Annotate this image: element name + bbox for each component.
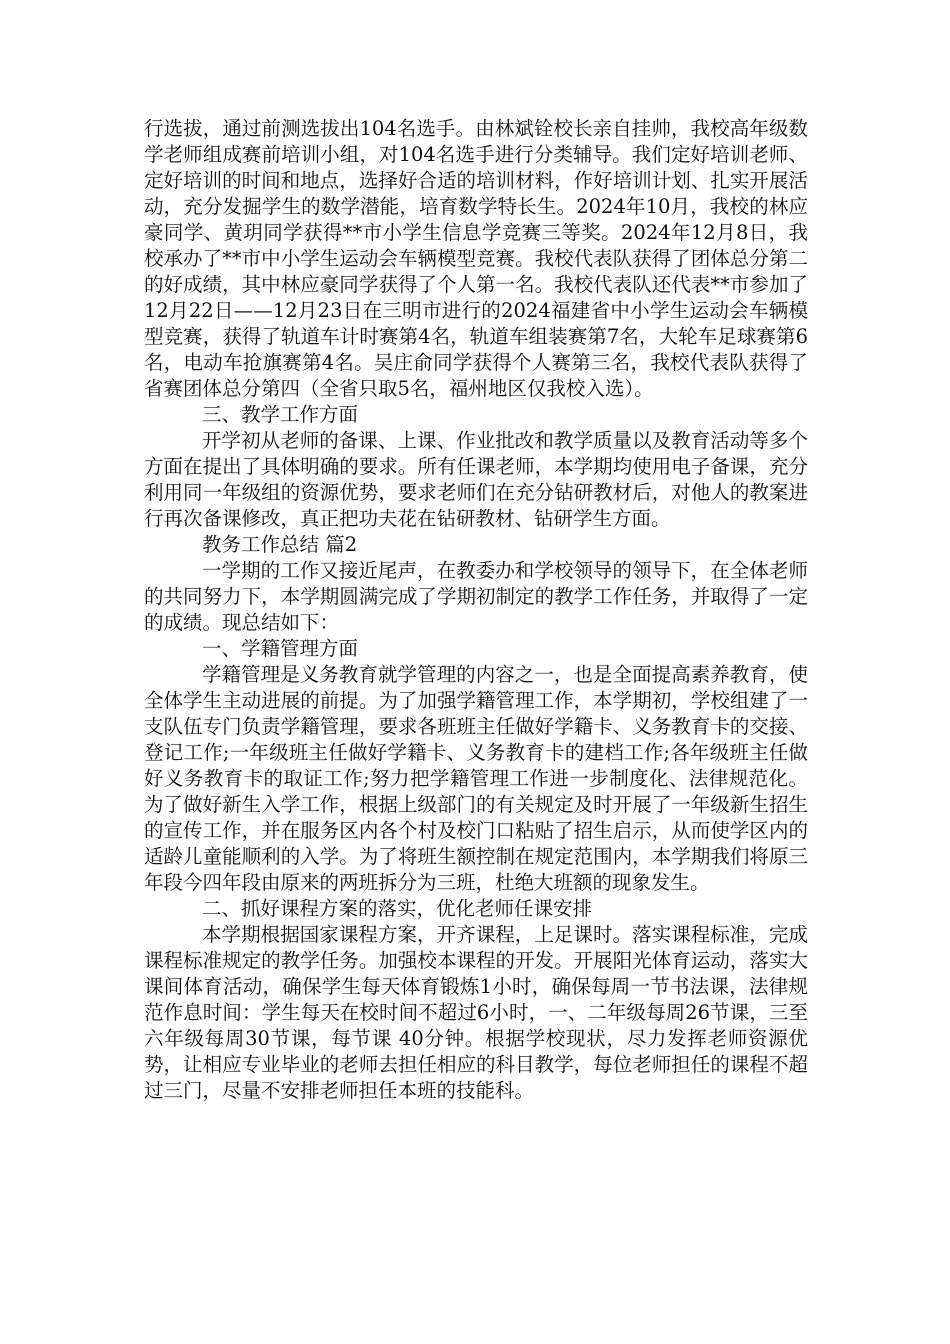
document-body xyxy=(144,116,808,1104)
article-title-part2: 教务工作总结 篇2 xyxy=(202,533,358,556)
section-heading-curriculum: 二、抓好课程方案的落实，优化老师任课安排 xyxy=(202,897,593,920)
paragraph-continued: 行选拔，通过前测选拔出104名选手。由林斌铨校长亲自挂帅，我校高年级数学老师组成赛前培训小组，对104名选手进行分类辅导。我们定好培训老师、定好培训的时间和地点，选择好合适的培训材料，作好培训计划、扎实开展活动，充分发掘学生的数学潜能，培育数学特长生。2024年10月，我校的林应豪同学、黄玥同学获得**市小学生信息学竞赛三等奖。2024年12月8日，我校承办了**市中小学生运动会车辆模型竞赛。我校代表队获得了团体总分第二的好成绩，其中林应豪同学获得了个人第一名。我校代表队还代表**市参加了12月22日——12月23日在三明市进行的2024福建省中小学生运动会车辆模型竞赛，获得了轨道车计时赛第4名，轨道车组装赛第7名，大轮车足球赛第6名，电动车抢旗赛第4名。吴庄俞同学获得个人赛第三名，我校代表队获得了省赛团体总分第四（全省只取5名，福州地区仅我校入选）。 xyxy=(144,117,808,400)
paragraph-intro: 一学期的工作又接近尾声，在教委办和学校领导的领导下，在全体老师的共同努力下，本学期圆满完成了学期初制定的教学工作任务，并取得了一定的成绩。现总结如下： xyxy=(144,559,808,634)
paragraph-enrollment: 学籍管理是义务教育就学管理的内容之一，也是全面提高素养教育，使全体学生主动进展的前提。为了加强学籍管理工作，本学期初，学校组建了一支队伍专门负责学籍管理，要求各班班主任做好学籍卡、义务教育卡的交接、登记工作;一年级班主任做好学籍卡、义务教育卡的建档工作;各年级班主任做好义务教育卡的取证工作;努力把学籍管理工作进一步制度化、法律规范化。为了做好新生入学工作，根据上级部门的有关规定及时开展了一年级新生招生的宣传工作，并在服务区内各个村及校门口粘贴了招生启示，从而使学区内的适龄儿童能顺利的入学。为了将班生额控制在规定范围内，本学期我们将原三年段今四年段由原来的两班拆分为三班，杜绝大班额的现象发生。 xyxy=(144,663,808,894)
paragraph-curriculum: 本学期根据国家课程方案，开齐课程，上足课时。落实课程标准，完成课程标准规定的教学任务。加强校本课程的开发。开展阳光体育运动，落实大课间体育活动，确保学生每天体育锻炼1小时，确保每周一节书法课，法律规范作息时间：学生每天在校时间不超过6小时，一、二年级每周26节课，三至六年级每周30节课，每节课 40分钟。根据学校现状，尽力发挥老师资源优势，让相应专业毕业的老师去担任相应的科目教学，每位老师担任的课程不超过三门，尽量不安排老师担任本班的技能科。 xyxy=(144,923,808,1102)
section-heading-teaching: 三、教学工作方面 xyxy=(202,403,359,426)
section-heading-enrollment: 一、学籍管理方面 xyxy=(202,637,359,660)
paragraph-teaching: 开学初从老师的备课、上课、作业批改和教学质量以及教育活动等多个方面在提出了具体明确的要求。所有任课老师，本学期均使用电子备课，充分利用同一年级组的资源优势，要求老师们在充分钻研教材后，对他人的教案进行再次备课修改，真正把功夫花在钻研教材、钻研学生方面。 xyxy=(144,429,808,530)
